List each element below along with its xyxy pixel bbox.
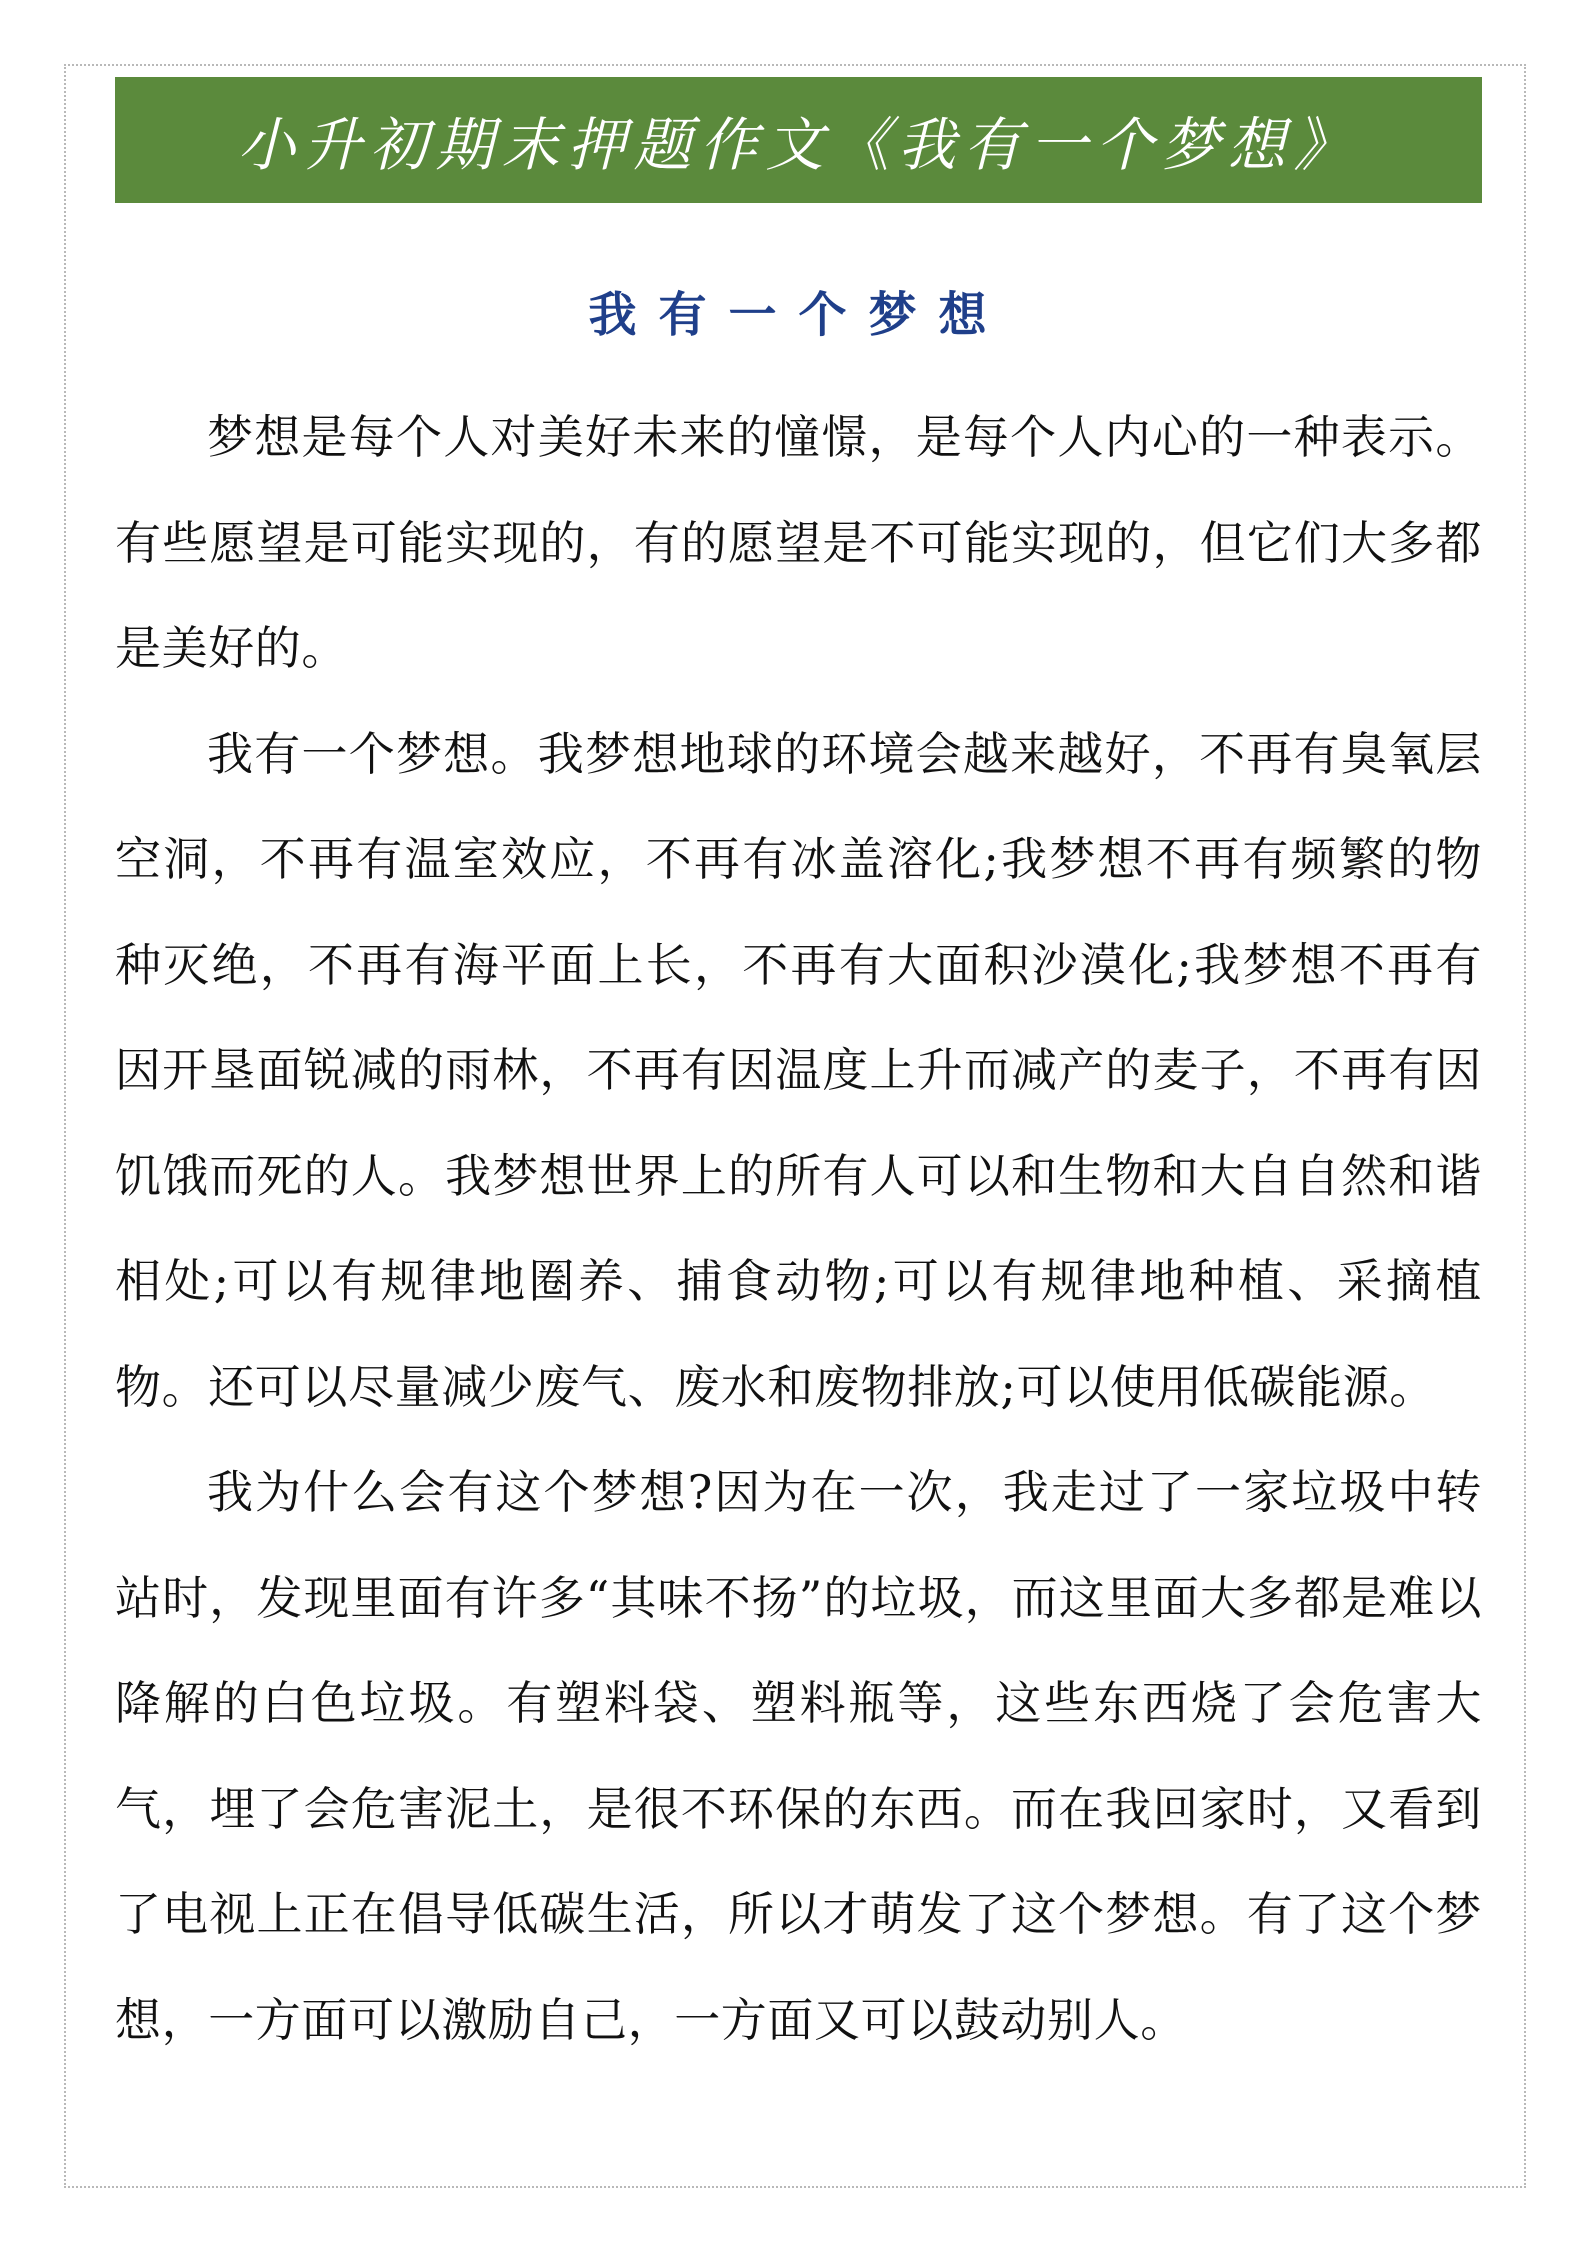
essay-paragraph-2: 我有一个梦想。我梦想地球的环境会越来越好，不再有臭氧层空洞，不再有温室效应，不再有冰盖溶化;我梦想不再有频繁的物种灭绝，不再有海平面上长，不再有大面积沙漠化;我梦想不再有因开垦面锐减的雨林，不再有因温度上升而减产的麦子，不再有因饥饿而死的人。我梦想世界上的所有人可以和生物和大自自然和谐相处;可以有规律地圈养、捕食动物;可以有规律地种植、采摘植物。还可以尽量减少废气、废水和废物排放;可以使用低碳能源。 [115, 726, 1482, 1414]
header-banner [115, 77, 1482, 203]
essay-paragraph-1: 梦想是每个人对美好未来的憧憬，是每个人内心的一种表示。有些愿望是可能实现的，有的愿望是不可能实现的，但它们大多都是美好的。 [115, 410, 1482, 675]
banner-title: 小升初期末押题作文《我有一个梦想》 [237, 111, 1360, 179]
essay-title: 我有一个梦想 [588, 287, 1009, 343]
essay-paragraph-3: 我为什么会有这个梦想?因为在一次，我走过了一家垃圾中转站时，发现里面有许多“其味不扬”的垃圾，而这里面大多都是难以降解的白色垃圾。有塑料袋、塑料瓶等，这些东西烧了会危害大气，埋了会危害泥土，是很不环保的东西。而在我回家时，又看到了电视上正在倡导低碳生活，所以才萌发了这个梦想。有了这个梦想，一方面可以激励自己，一方面又可以鼓动别人。 [115, 1465, 1482, 2047]
essay-body [115, 385, 1482, 2073]
